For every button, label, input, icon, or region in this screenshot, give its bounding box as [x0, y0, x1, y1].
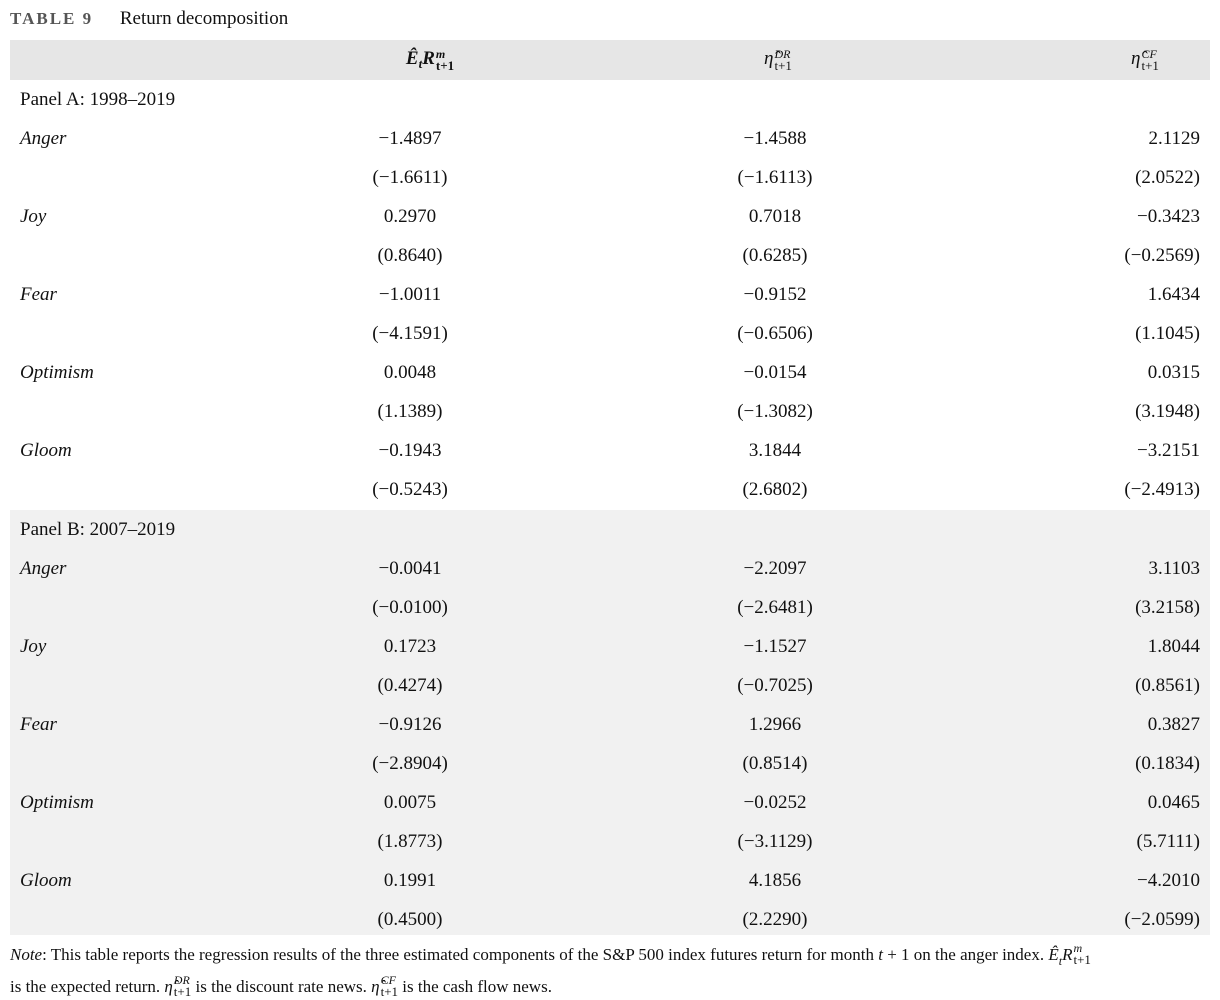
coef-cell: 3.1844	[748, 440, 802, 461]
table-row	[10, 275, 1210, 314]
coef-cell: −0.0154	[743, 362, 807, 383]
coef-cell: 0.2970	[383, 206, 437, 227]
tstat-cell: (2.2290)	[742, 909, 808, 930]
tstat-cell: (0.4500)	[377, 909, 443, 930]
coef-cell: 0.7018	[748, 206, 802, 227]
table-row	[10, 783, 1210, 822]
note-dr-symbol: η̂ DR t+1	[164, 973, 192, 999]
coef-cell: 0.3827	[1147, 714, 1200, 735]
table-row	[10, 900, 1210, 939]
coef-cell: −0.0041	[378, 558, 442, 579]
coef-cell: −0.3423	[1137, 206, 1200, 227]
note-expected-return-symbol: Ê t R m t+1	[1048, 941, 1091, 968]
tstat-cell: (−0.7025)	[737, 675, 813, 696]
coef-cell: 2.1129	[1148, 128, 1200, 149]
table-caption	[10, 6, 288, 32]
tstat-cell: (0.4274)	[377, 675, 443, 696]
column-header-discount-rate-news: η̂ DR t+1	[764, 47, 792, 73]
coef-cell: −1.4588	[743, 128, 807, 149]
tstat-cell: (3.2158)	[1135, 597, 1200, 618]
table-row	[10, 627, 1210, 666]
panel-title-row	[10, 510, 1210, 549]
coef-cell: −1.4897	[378, 128, 442, 149]
panel-b	[10, 510, 1210, 935]
table-row	[10, 861, 1210, 900]
panel-title-row	[10, 80, 1210, 119]
coef-cell: −4.2010	[1137, 870, 1200, 891]
coef-cell: 0.0465	[1147, 792, 1200, 813]
note-text-2c: is the cash flow news.	[398, 977, 552, 996]
coef-cell: −0.9126	[378, 714, 442, 735]
coef-cell: 1.2966	[748, 714, 802, 735]
tstat-cell: (2.6802)	[742, 479, 808, 500]
coef-cell: −0.0252	[743, 792, 807, 813]
table-row	[10, 744, 1210, 783]
tstat-cell: (−1.3082)	[737, 401, 813, 422]
panel-title: Panel B: 2007–2019	[20, 519, 176, 540]
coef-cell: −0.9152	[743, 284, 807, 305]
tstat-cell: (5.7111)	[1136, 831, 1200, 852]
tstat-cell: (−3.1129)	[737, 831, 813, 852]
tstat-cell: (−2.6481)	[737, 597, 813, 618]
tstat-cell: (1.1045)	[1135, 323, 1200, 344]
tstat-cell: (1.8773)	[377, 831, 443, 852]
tstat-cell: (−4.1591)	[372, 323, 448, 344]
coef-cell: 1.6434	[1147, 284, 1200, 305]
tstat-cell: (−0.6506)	[737, 323, 813, 344]
note-text-1b: + 1 on the anger index.	[882, 945, 1049, 964]
tstat-cell: (0.1834)	[1135, 753, 1200, 774]
tstat-cell: (−0.2569)	[1124, 245, 1200, 266]
table-row	[10, 549, 1210, 588]
tstat-cell: (0.8514)	[742, 753, 808, 774]
tstat-cell: (−2.8904)	[372, 753, 448, 774]
coef-cell: 0.1723	[383, 636, 437, 657]
coef-cell: −1.1527	[743, 636, 807, 657]
table-row	[10, 119, 1210, 158]
table-row	[10, 158, 1210, 197]
coef-cell: 4.1856	[748, 870, 802, 891]
table-row	[10, 588, 1210, 627]
tstat-cell: (−2.4913)	[1124, 479, 1200, 500]
table-row	[10, 353, 1210, 392]
note-lead: Note	[10, 945, 43, 964]
row-label: Fear	[20, 284, 57, 305]
coef-cell: 0.0315	[1147, 362, 1200, 383]
row-label: Optimism	[20, 362, 94, 383]
coef-cell: 1.8044	[1147, 636, 1200, 657]
table-row	[10, 666, 1210, 705]
coef-cell: 0.0048	[383, 362, 437, 383]
row-label: Gloom	[20, 440, 72, 461]
table-row	[10, 236, 1210, 275]
coef-cell: 0.1991	[383, 870, 437, 891]
panel-a	[10, 80, 1210, 510]
row-label: Anger	[20, 558, 67, 579]
tstat-cell: (−2.0599)	[1124, 909, 1200, 930]
tstat-cell: (1.1389)	[377, 401, 443, 422]
coef-cell: −3.2151	[1137, 440, 1200, 461]
tstat-cell: (0.8640)	[377, 245, 443, 266]
table-row	[10, 822, 1210, 861]
tstat-cell: (0.8561)	[1135, 675, 1200, 696]
coef-cell: −2.2097	[743, 558, 807, 579]
note-text-2b: is the discount rate news.	[191, 977, 372, 996]
row-label: Optimism	[20, 792, 94, 813]
coef-cell: 3.1103	[1148, 558, 1200, 579]
row-label: Anger	[20, 128, 67, 149]
coef-cell: 0.0075	[383, 792, 437, 813]
table-row	[10, 392, 1210, 431]
tstat-cell: (−1.6113)	[737, 167, 813, 188]
column-header-expected-return: Ê t R m t+1	[405, 47, 455, 73]
row-label: Joy	[20, 636, 47, 657]
table-label: TABLE 9	[10, 9, 94, 28]
panel-title: Panel A: 1998–2019	[20, 89, 176, 110]
column-header-cash-flow-news: η̂ CF t+1	[1131, 47, 1159, 73]
table-row	[10, 470, 1210, 509]
tstat-cell: (0.6285)	[742, 245, 808, 266]
note-var-t: t	[878, 945, 883, 964]
row-label: Joy	[20, 206, 47, 227]
row-label: Fear	[20, 714, 57, 735]
table-row	[10, 197, 1210, 236]
note-text-2a: is the expected return.	[10, 977, 165, 996]
table-row	[10, 314, 1210, 353]
note-text-1: : This table reports the regression results of the three estimated components of the S&P 500 index futures return for month	[42, 945, 879, 964]
table-row	[10, 431, 1210, 470]
row-label: Gloom	[20, 870, 72, 891]
tstat-cell: (3.1948)	[1135, 401, 1200, 422]
note-cf-symbol: η̂ CF t+1	[371, 973, 399, 999]
table-title: Return decomposition	[119, 8, 289, 29]
table-note	[10, 942, 1210, 1000]
tstat-cell: (−0.5243)	[372, 479, 448, 500]
tstat-cell: (−0.0100)	[372, 597, 448, 618]
table-row	[10, 705, 1210, 744]
coef-cell: −1.0011	[378, 284, 442, 305]
table-header	[10, 40, 1210, 80]
tstat-cell: (−1.6611)	[372, 167, 448, 188]
tstat-cell: (2.0522)	[1135, 167, 1200, 188]
coef-cell: −0.1943	[378, 440, 442, 461]
